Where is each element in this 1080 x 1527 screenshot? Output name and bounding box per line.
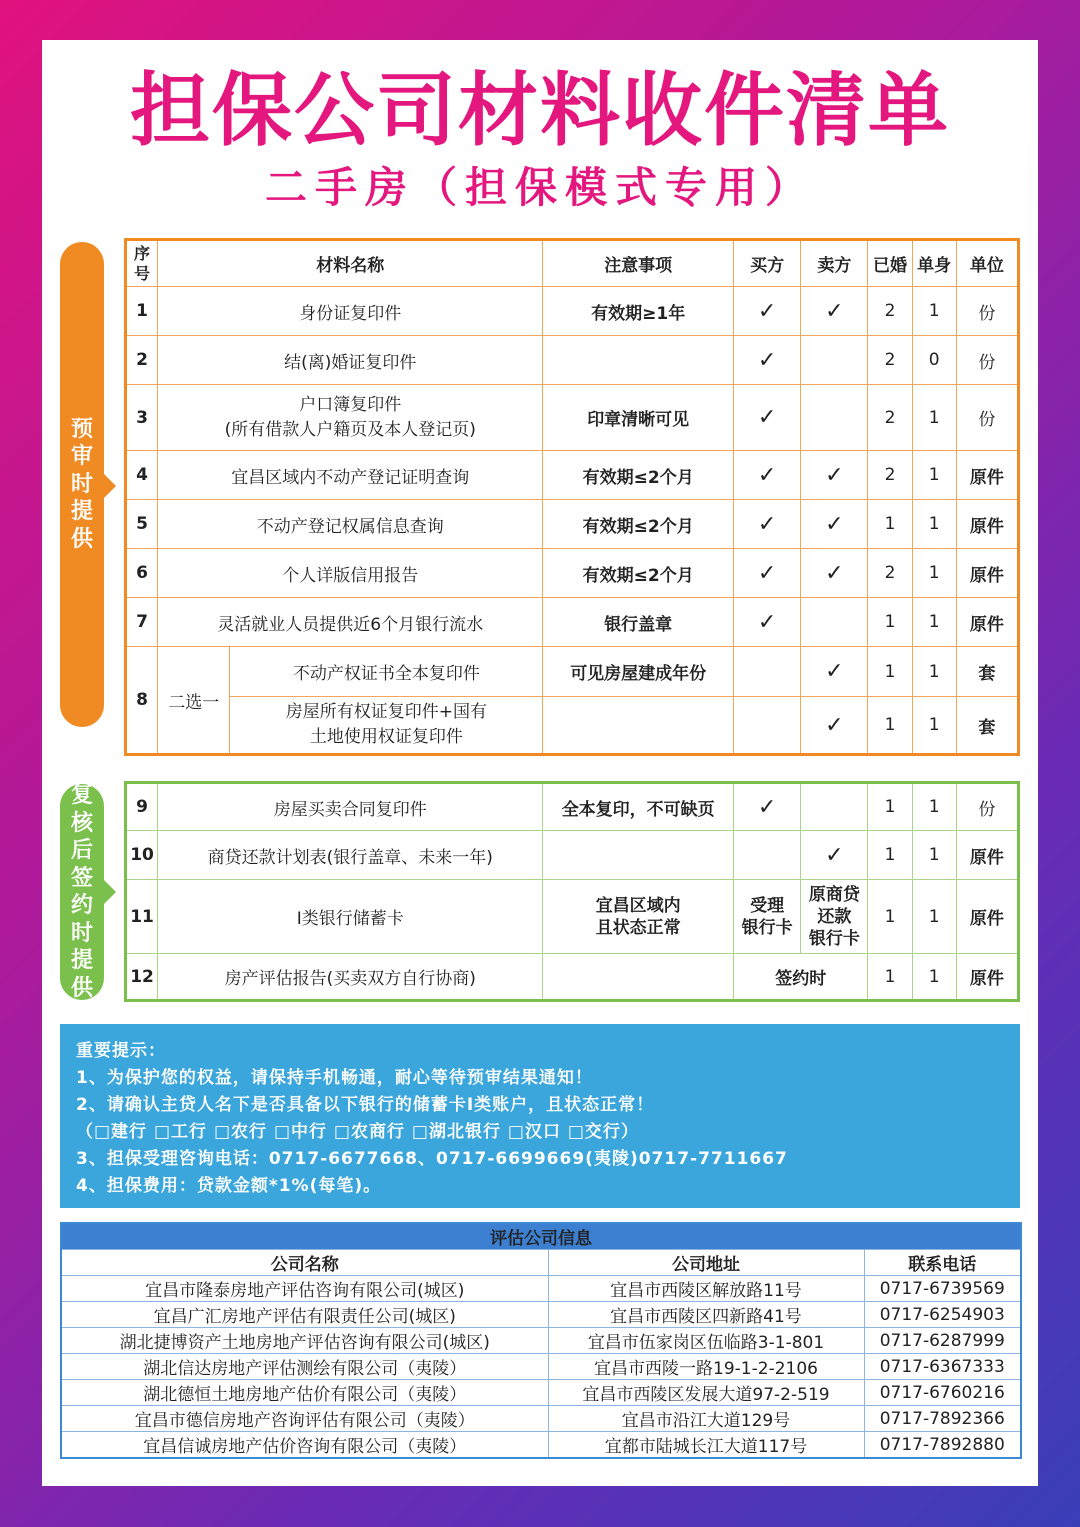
row-unit: 套: [956, 647, 1018, 697]
table-row: [61, 1406, 1021, 1432]
row-unit: 份: [956, 336, 1018, 385]
table-row: [126, 287, 1019, 336]
row-seller-line1: 原商贷: [808, 884, 860, 905]
row-note: [543, 336, 734, 385]
seller-check-icon: [801, 783, 868, 831]
col-header-seller: 卖方: [801, 240, 868, 287]
buyer-check-icon: ✓: [734, 287, 801, 336]
row-unit: 份: [956, 783, 1018, 831]
company-address: 宜昌市西陵区四新路41号: [548, 1302, 864, 1328]
row-name: 不动产登记权属信息查询: [158, 500, 543, 549]
table-row: [61, 1432, 1021, 1459]
company-name: 湖北信达房地产评估测绘有限公司（夷陵）: [61, 1354, 548, 1380]
table-row: [126, 697, 1019, 755]
choose-one-label: 二选一: [158, 647, 230, 755]
row-single: 1: [912, 880, 956, 954]
row-name: [158, 385, 543, 451]
table-row: [126, 549, 1019, 598]
buyer-check-icon: ✓: [734, 549, 801, 598]
col-header-phone: 联系电话: [864, 1250, 1021, 1276]
seller-check-icon: ✓: [801, 647, 868, 697]
company-phone: 0717-6287999: [864, 1328, 1021, 1354]
side-char: 时: [70, 920, 93, 946]
row-married: 1: [868, 500, 912, 549]
row-married: 1: [868, 831, 912, 880]
row-note: [543, 880, 734, 954]
side-char: 提: [70, 499, 93, 525]
table-row: [61, 1276, 1021, 1302]
side-char: 预: [70, 416, 93, 442]
row-single: 1: [912, 287, 956, 336]
row-no: 1: [126, 287, 158, 336]
buyer-check-icon: [734, 697, 801, 755]
row-single: 0: [912, 336, 956, 385]
side-char: 约: [70, 893, 93, 918]
table-row: [61, 1302, 1021, 1328]
row-name-line1: 房屋所有权证复印件+国有: [285, 702, 487, 722]
row-name: 房屋买卖合同复印件: [158, 783, 543, 831]
side-char: 供: [70, 526, 93, 552]
company-address: 宜昌市西陵一路19-1-2-2106: [548, 1354, 864, 1380]
row-no: 6: [126, 549, 158, 598]
materials-table-post-review: [124, 781, 1020, 1002]
table-row: [126, 831, 1019, 880]
company-name: 宜昌市德信房地产咨询评估有限公司（夷陵）: [61, 1406, 548, 1432]
buyer-check-icon: ✓: [734, 336, 801, 385]
row-note: [543, 954, 734, 1001]
company-name: 宜昌广汇房地产评估有限责任公司(城区): [61, 1302, 548, 1328]
notice-line: 3、担保受理咨询电话：0717-6677668、0717-6699669(夷陵)0717-7711667: [76, 1149, 788, 1169]
side-char: 提: [70, 948, 93, 973]
row-single: 1: [912, 647, 956, 697]
side-char: 签: [70, 865, 93, 891]
notice-line: 2、请确认主贷人名下是否具备以下银行的储蓄卡Ⅰ类账户，且状态正常！: [76, 1095, 655, 1115]
side-label-pre-review: [60, 242, 104, 727]
col-header-name: 材料名称: [158, 240, 543, 287]
table-row: [126, 336, 1019, 385]
row-buyer-line1: 受理: [750, 895, 785, 916]
row-name: 个人详版信用报告: [158, 549, 543, 598]
row-married: 1: [868, 598, 912, 647]
table-row: [61, 1380, 1021, 1406]
col-header-address: 公司地址: [548, 1250, 864, 1276]
col-header-unit: 单位: [956, 240, 1018, 287]
seller-check-icon: ✓: [801, 500, 868, 549]
row-married: 1: [868, 783, 912, 831]
table-header-row: [126, 240, 1019, 287]
row-unit: 原件: [956, 880, 1018, 954]
row-name: 房产评估报告(买卖双方自行协商): [158, 954, 543, 1001]
row-single: 1: [912, 697, 956, 755]
side-char: 后: [70, 838, 93, 863]
row-note: 有效期≤2个月: [543, 500, 734, 549]
row-no: 2: [126, 336, 158, 385]
col-header-single: 单身: [912, 240, 956, 287]
seller-check-icon: [801, 598, 868, 647]
row-no: 11: [126, 880, 158, 954]
company-address: 宜昌市伍家岗区伍临路3-1-801: [548, 1328, 864, 1354]
col-header-buyer: 买方: [734, 240, 801, 287]
row-no: 4: [126, 451, 158, 500]
page-title: 担保公司材料收件清单: [130, 64, 950, 157]
buyer-check-icon: ✓: [734, 783, 801, 831]
table-row: [61, 1328, 1021, 1354]
col-header-no: 序号: [126, 240, 158, 287]
table-row: [61, 1354, 1021, 1380]
row-seller-line2: 还款: [817, 906, 852, 927]
buyer-check-icon: ✓: [734, 451, 801, 500]
buyer-check-icon: ✓: [734, 385, 801, 451]
col-header-company: 公司名称: [61, 1250, 548, 1276]
company-name: 湖北捷博资产土地房地产评估咨询有限公司(城区): [61, 1328, 548, 1354]
row-single: 1: [912, 954, 956, 1001]
side-char: 供: [70, 975, 93, 1001]
row-single: 1: [912, 451, 956, 500]
row-name: Ⅰ类银行储蓄卡: [158, 880, 543, 954]
row-married: 1: [868, 954, 912, 1001]
buyer-check-icon: ✓: [734, 500, 801, 549]
row-buyer-seller: 签约时: [734, 954, 868, 1001]
row-note: 可见房屋建成年份: [543, 647, 734, 697]
row-name: 宜昌区域内不动产登记证明查询: [158, 451, 543, 500]
company-phone: 0717-6760216: [864, 1380, 1021, 1406]
row-note-line2: 且状态正常: [595, 917, 681, 938]
seller-check-icon: ✓: [801, 451, 868, 500]
row-unit: 套: [956, 697, 1018, 755]
seller-check-icon: [801, 336, 868, 385]
row-no: 9: [126, 783, 158, 831]
row-note: 银行盖章: [543, 598, 734, 647]
row-name: 不动产权证书全本复印件: [230, 647, 543, 697]
notice-line: 4、担保费用：贷款金额*1%(每笔)。: [76, 1176, 382, 1196]
side-char: 核: [70, 810, 93, 836]
side-char: 复: [70, 783, 93, 808]
company-address: 宜都市陆城长江大道117号: [548, 1432, 864, 1459]
row-buyer-line2: 银行卡: [741, 917, 793, 938]
row-note: 有效期≤2个月: [543, 549, 734, 598]
row-name: 商贷还款计划表(银行盖章、未来一年): [158, 831, 543, 880]
row-unit: 原件: [956, 451, 1018, 500]
row-married: 2: [868, 385, 912, 451]
company-name: 宜昌市隆泰房地产评估咨询有限公司(城区): [61, 1276, 548, 1302]
company-phone: 0717-7892366: [864, 1406, 1021, 1432]
row-single: 1: [912, 385, 956, 451]
row-unit: 原件: [956, 831, 1018, 880]
row-single: 1: [912, 783, 956, 831]
row-name-line2: (所有借款人户籍页及本人登记页): [224, 419, 476, 440]
row-name: 结(离)婚证复印件: [158, 336, 543, 385]
col-header-married: 已婚: [868, 240, 912, 287]
row-married: 2: [868, 549, 912, 598]
row-seller: [801, 880, 868, 954]
arrow-right-icon: [104, 474, 116, 498]
arrow-right-icon: [104, 880, 116, 904]
side-label-post-review: [60, 784, 104, 1000]
row-name-line1: 户口簿复印件: [299, 394, 402, 415]
row-single: 1: [912, 831, 956, 880]
row-note: [543, 697, 734, 755]
row-married: 1: [868, 647, 912, 697]
row-seller-line3: 银行卡: [808, 928, 860, 949]
company-phone: 0717-6254903: [864, 1302, 1021, 1328]
company-phone: 0717-7892880: [864, 1432, 1021, 1459]
evaluation-company-table: [60, 1222, 1022, 1459]
seller-check-icon: ✓: [801, 287, 868, 336]
row-married: 2: [868, 287, 912, 336]
row-no: 5: [126, 500, 158, 549]
table-header-row: [61, 1250, 1021, 1276]
materials-table-pre-review: [124, 238, 1020, 756]
col-header-note: 注意事项: [543, 240, 734, 287]
row-no: 10: [126, 831, 158, 880]
table-row: [126, 954, 1019, 1001]
table-row: [126, 385, 1019, 451]
side-char: 时: [70, 471, 93, 497]
row-note: 印章清晰可见: [543, 385, 734, 451]
row-no: 8: [126, 647, 158, 755]
buyer-check-icon: ✓: [734, 598, 801, 647]
row-unit: 原件: [956, 549, 1018, 598]
row-note: [543, 831, 734, 880]
row-no: 7: [126, 598, 158, 647]
row-unit: 原件: [956, 954, 1018, 1001]
row-unit: 原件: [956, 598, 1018, 647]
notice-line: 1、为保护您的权益，请保持手机畅通，耐心等待预审结果通知！: [76, 1068, 593, 1088]
company-name: 宜昌信诚房地产估价咨询有限公司（夷陵）: [61, 1432, 548, 1459]
seller-check-icon: ✓: [801, 697, 868, 755]
row-name: 身份证复印件: [158, 287, 543, 336]
row-married: 1: [868, 880, 912, 954]
notice-heading: 重要提示：: [76, 1041, 166, 1061]
table-row: [126, 783, 1019, 831]
row-unit: 份: [956, 287, 1018, 336]
row-name: [230, 697, 543, 755]
row-single: 1: [912, 598, 956, 647]
page-subtitle: 二手房（担保模式专用）: [264, 163, 815, 212]
row-name: 灵活就业人员提供近6个月银行流水: [158, 598, 543, 647]
row-note: 有效期≥1年: [543, 287, 734, 336]
row-unit: 原件: [956, 500, 1018, 549]
row-unit: 份: [956, 385, 1018, 451]
row-name-line2: 土地使用权证复印件: [309, 727, 463, 747]
important-notice: [60, 1024, 1020, 1208]
company-address: 宜昌市西陵区发展大道97-2-519: [548, 1380, 864, 1406]
table-row: [126, 500, 1019, 549]
company-address: 宜昌市沿江大道129号: [548, 1406, 864, 1432]
table-title: 评估公司信息: [61, 1223, 1021, 1250]
company-name: 湖北德恒土地房地产估价有限公司（夷陵）: [61, 1380, 548, 1406]
table-row: [126, 647, 1019, 697]
table-title-row: [61, 1223, 1021, 1250]
row-note: 有效期≤2个月: [543, 451, 734, 500]
row-married: 2: [868, 336, 912, 385]
seller-check-icon: [801, 385, 868, 451]
row-note: 全本复印，不可缺页: [543, 783, 734, 831]
table-row: [126, 598, 1019, 647]
side-char: 审: [70, 444, 93, 470]
row-no: 3: [126, 385, 158, 451]
seller-check-icon: ✓: [801, 549, 868, 598]
company-phone: 0717-6367333: [864, 1354, 1021, 1380]
row-married: 2: [868, 451, 912, 500]
row-single: 1: [912, 549, 956, 598]
row-note-line1: 宜昌区域内: [595, 895, 681, 916]
row-married: 1: [868, 697, 912, 755]
company-address: 宜昌市西陵区解放路11号: [548, 1276, 864, 1302]
buyer-check-icon: [734, 831, 801, 880]
buyer-check-icon: [734, 647, 801, 697]
row-no: 12: [126, 954, 158, 1001]
row-single: 1: [912, 500, 956, 549]
row-buyer: [734, 880, 801, 954]
notice-line: （□建行 □工行 □农行 □中行 □农商行 □湖北银行 □汉口 □交行）: [76, 1122, 639, 1142]
company-phone: 0717-6739569: [864, 1276, 1021, 1302]
table-row: [126, 451, 1019, 500]
table-row: [126, 880, 1019, 954]
seller-check-icon: ✓: [801, 831, 868, 880]
